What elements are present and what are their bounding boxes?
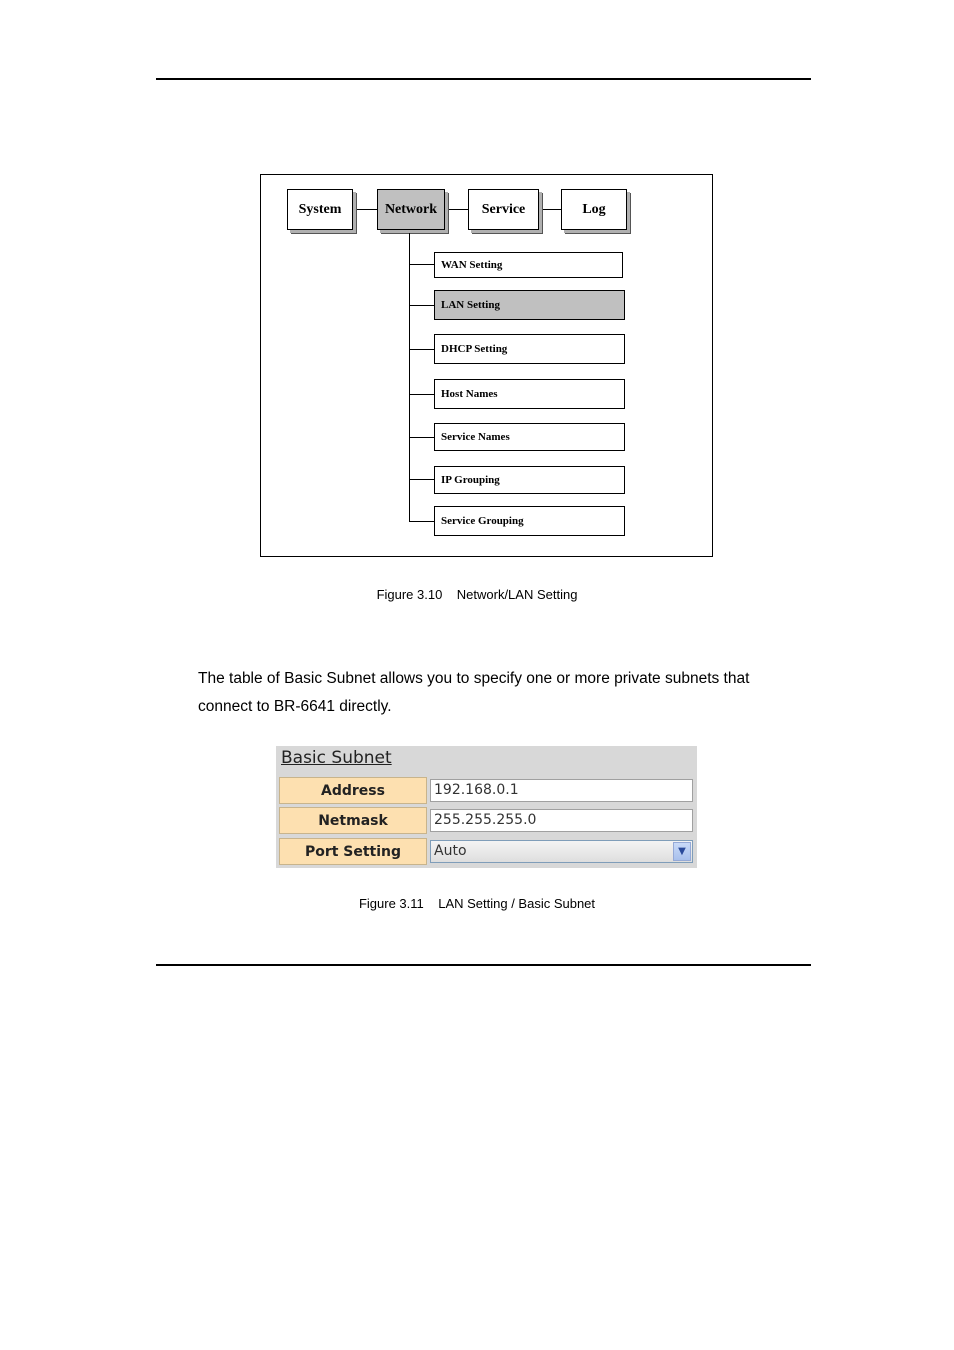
netmask-input[interactable]: 255.255.255.0 <box>430 809 693 832</box>
branch-line <box>409 479 434 480</box>
branch-line <box>409 305 434 306</box>
address-label: Address <box>279 777 427 804</box>
branch-line <box>409 349 434 350</box>
header-rule <box>156 78 811 80</box>
submenu-dhcp-setting: DHCP Setting <box>434 334 625 364</box>
port-setting-row <box>279 838 694 865</box>
netmask-row <box>279 807 694 834</box>
tab-network: Network <box>377 189 445 230</box>
branch-line <box>409 437 434 438</box>
port-setting-value: Auto <box>434 843 467 859</box>
body-paragraph: The table of Basic Subnet allows you to specify one or more private subnets that connect to BR-6641 directly. <box>198 670 750 715</box>
footer-rule <box>156 964 811 966</box>
port-setting-select[interactable] <box>430 840 693 863</box>
submenu-service-names: Service Names <box>434 423 625 451</box>
panel-title: Basic Subnet <box>281 748 392 768</box>
branch-line <box>409 394 434 395</box>
connector-line <box>445 209 468 210</box>
chevron-down-icon[interactable]: ▼ <box>673 842 691 861</box>
branch-line <box>409 264 434 265</box>
connector-line <box>353 209 377 210</box>
submenu-wan-setting: WAN Setting <box>434 252 623 278</box>
figure-caption: Figure 3.10 Network/LAN Setting <box>376 587 578 602</box>
netmask-label: Netmask <box>279 807 427 834</box>
figure-caption-2: Figure 3.11 LAN Setting / Basic Subnet <box>358 896 596 911</box>
port-setting-label: Port Setting <box>279 838 427 865</box>
address-row <box>279 777 694 804</box>
tab-service: Service <box>468 189 539 230</box>
connector-line <box>539 209 561 210</box>
submenu-service-grouping: Service Grouping <box>434 506 625 536</box>
submenu-ip-grouping: IP Grouping <box>434 466 625 494</box>
tab-log: Log <box>561 189 627 230</box>
address-input[interactable]: 192.168.0.1 <box>430 779 693 802</box>
branch-line <box>409 521 434 522</box>
tree-trunk <box>409 233 410 521</box>
submenu-lan-setting: LAN Setting <box>434 290 625 320</box>
tab-system: System <box>287 189 353 230</box>
basic-subnet-panel <box>276 746 697 868</box>
submenu-host-names: Host Names <box>434 379 625 409</box>
network-menu-diagram <box>260 174 713 557</box>
